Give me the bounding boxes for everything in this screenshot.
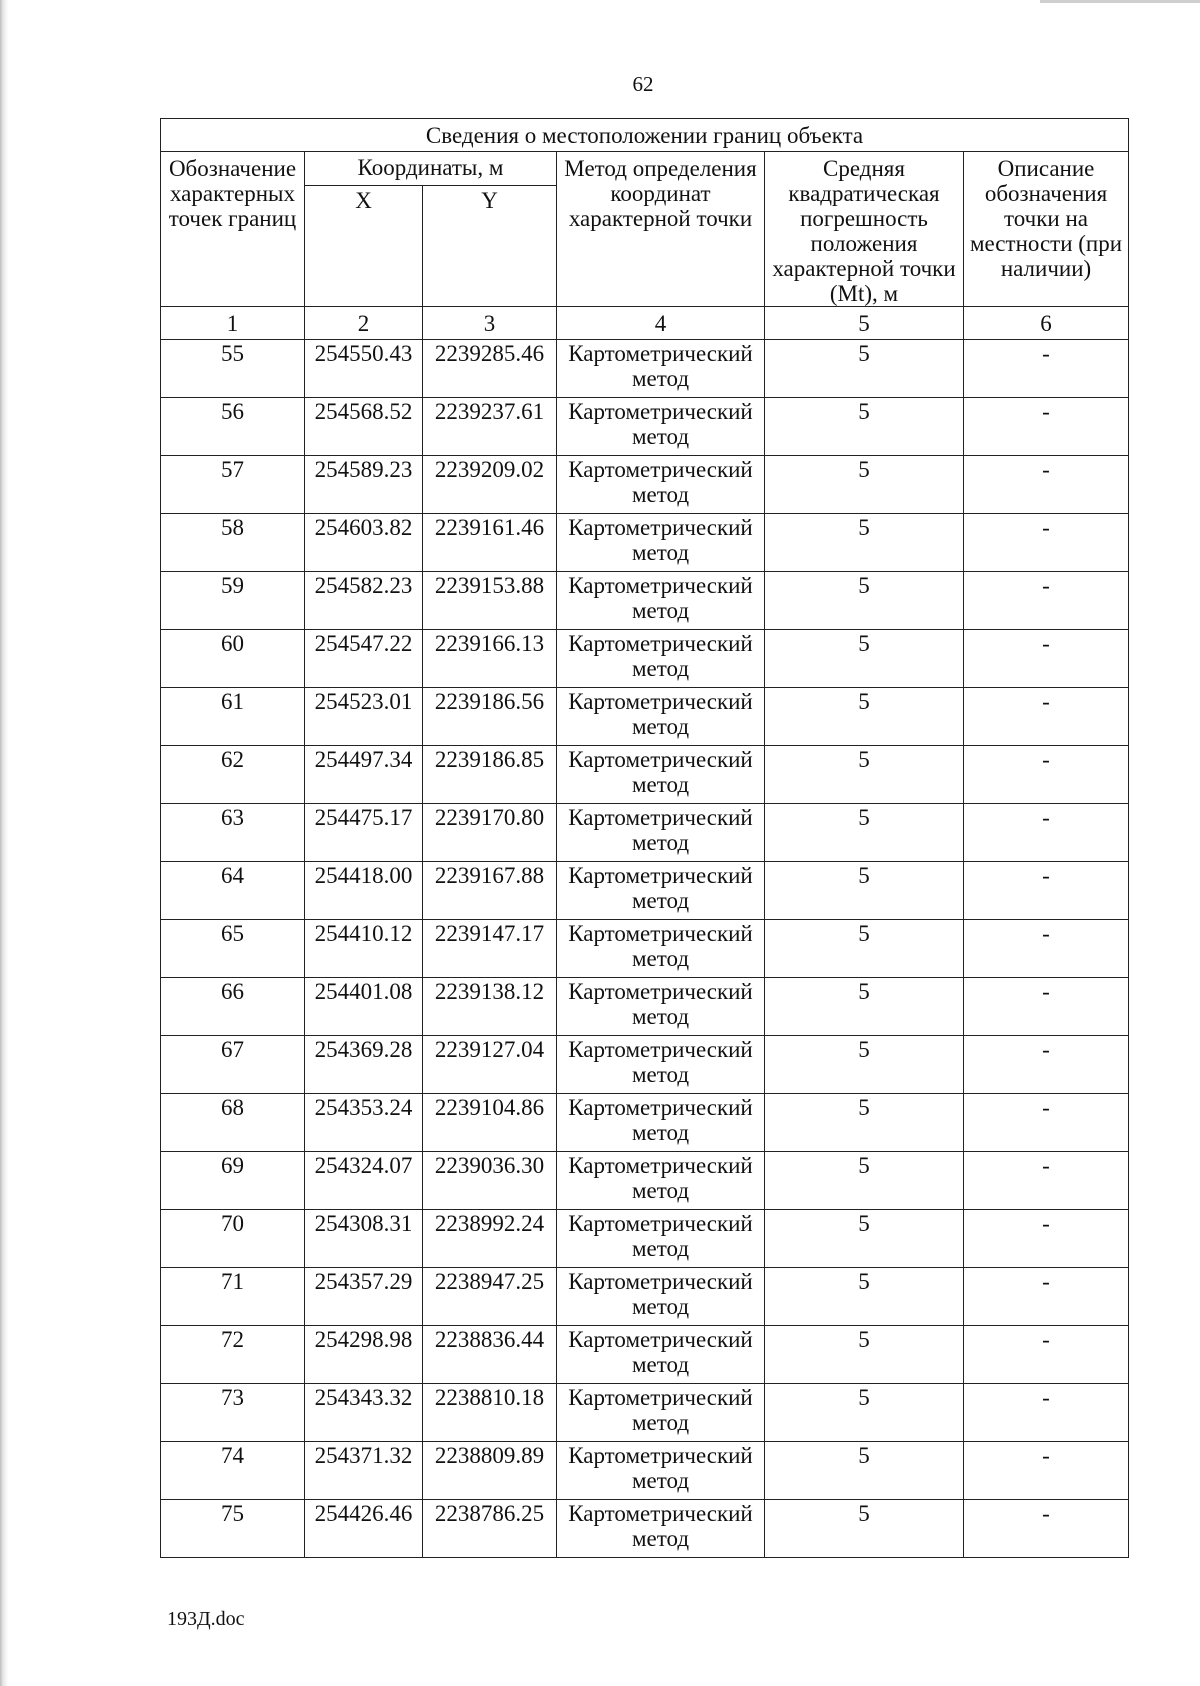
method-text: метод [631, 1004, 690, 1029]
method-text: метод [631, 1468, 690, 1493]
cell-x: 254371.32 [305, 1442, 423, 1500]
cell-y: 2239170.80 [423, 804, 557, 862]
method-text: метод [631, 714, 690, 739]
table-row [161, 746, 1129, 804]
table-row [161, 572, 1129, 630]
header-y: Y [423, 186, 557, 307]
cell-y: 2238786.25 [423, 1500, 557, 1558]
method-text: Картометрический [568, 1501, 753, 1526]
cell-x: 254410.12 [305, 920, 423, 978]
method-text: метод [631, 1120, 690, 1145]
method-text: метод [631, 656, 690, 681]
method-text: метод [631, 1294, 690, 1319]
cell-y: 2239036.30 [423, 1152, 557, 1210]
table-row [161, 1500, 1129, 1558]
cell-y: 2239209.02 [423, 456, 557, 514]
method-text: Картометрический [568, 341, 753, 366]
method-text: Картометрический [568, 515, 753, 540]
header-designation: Обозначение характерных точек границ [161, 152, 305, 307]
method-text: Картометрический [568, 399, 753, 424]
cell-method [557, 1152, 765, 1210]
cell-y: 2238836.44 [423, 1326, 557, 1384]
cell-description: - [964, 1268, 1129, 1326]
cell-method [557, 1326, 765, 1384]
cell-error: 5 [765, 1094, 964, 1152]
cell-point: 58 [161, 514, 305, 572]
cell-description: - [964, 920, 1129, 978]
method-text: Картометрический [568, 689, 753, 714]
method-text: Картометрический [568, 1385, 753, 1410]
cell-description: - [964, 978, 1129, 1036]
cell-x: 254568.52 [305, 398, 423, 456]
cell-method [557, 1442, 765, 1500]
cell-x: 254497.34 [305, 746, 423, 804]
cell-error: 5 [765, 1442, 964, 1500]
cell-y: 2239166.13 [423, 630, 557, 688]
cell-description: - [964, 1152, 1129, 1210]
cell-point: 71 [161, 1268, 305, 1326]
cell-description: - [964, 1384, 1129, 1442]
cell-point: 60 [161, 630, 305, 688]
cell-error: 5 [765, 1326, 964, 1384]
method-text: метод [631, 772, 690, 797]
method-text: Картометрический [568, 1443, 753, 1468]
cell-description: - [964, 1210, 1129, 1268]
cell-point: 61 [161, 688, 305, 746]
cell-point: 67 [161, 1036, 305, 1094]
cell-y: 2238810.18 [423, 1384, 557, 1442]
cell-method [557, 1500, 765, 1558]
cell-error: 5 [765, 1500, 964, 1558]
method-text: метод [631, 482, 690, 507]
cell-error: 5 [765, 1210, 964, 1268]
table-row [161, 1442, 1129, 1500]
cell-description: - [964, 688, 1129, 746]
cell-error: 5 [765, 630, 964, 688]
cell-description: - [964, 746, 1129, 804]
cell-x: 254523.01 [305, 688, 423, 746]
method-text: метод [631, 888, 690, 913]
cell-point: 64 [161, 862, 305, 920]
cell-point: 73 [161, 1384, 305, 1442]
cell-method [557, 804, 765, 862]
cell-description: - [964, 398, 1129, 456]
cell-point: 56 [161, 398, 305, 456]
cell-point: 62 [161, 746, 305, 804]
cell-method [557, 1094, 765, 1152]
cell-point: 72 [161, 1326, 305, 1384]
cell-description: - [964, 862, 1129, 920]
cell-x: 254418.00 [305, 862, 423, 920]
cell-description: - [964, 572, 1129, 630]
cell-method [557, 1384, 765, 1442]
cell-y: 2239104.86 [423, 1094, 557, 1152]
cell-method [557, 514, 765, 572]
table-row [161, 804, 1129, 862]
method-text: Картометрический [568, 1153, 753, 1178]
cell-x: 254369.28 [305, 1036, 423, 1094]
table-row [161, 456, 1129, 514]
header-error: Средняя квадратическая погрешность положения характерной точки (Mt), м [765, 152, 964, 307]
cell-method [557, 920, 765, 978]
cell-error: 5 [765, 514, 964, 572]
table-title: Сведения о местоположении границ объекта [161, 119, 1129, 152]
cell-point: 74 [161, 1442, 305, 1500]
cell-method [557, 862, 765, 920]
cell-y: 2239285.46 [423, 340, 557, 398]
cell-x: 254401.08 [305, 978, 423, 1036]
table-row [161, 1036, 1129, 1094]
page-number: 62 [632, 72, 654, 96]
cell-error: 5 [765, 456, 964, 514]
cell-error: 5 [765, 920, 964, 978]
cell-y: 2238992.24 [423, 1210, 557, 1268]
cell-y: 2239127.04 [423, 1036, 557, 1094]
method-text: метод [631, 1178, 690, 1203]
cell-y: 2239153.88 [423, 572, 557, 630]
cell-error: 5 [765, 804, 964, 862]
method-text: метод [631, 830, 690, 855]
cell-method [557, 398, 765, 456]
cell-description: - [964, 1094, 1129, 1152]
cell-method [557, 572, 765, 630]
cell-x: 254550.43 [305, 340, 423, 398]
method-text: метод [631, 540, 690, 565]
table-row [161, 1326, 1129, 1384]
cell-method [557, 978, 765, 1036]
cell-y: 2239167.88 [423, 862, 557, 920]
cell-method [557, 1268, 765, 1326]
table-row [161, 862, 1129, 920]
column-number: 2 [305, 307, 423, 340]
footer-file-name: 193Д.doc [167, 1608, 245, 1630]
method-text: метод [631, 1526, 690, 1551]
cell-error: 5 [765, 1384, 964, 1442]
column-number-row [161, 307, 1129, 340]
cell-x: 254475.17 [305, 804, 423, 862]
method-text: Картометрический [568, 863, 753, 888]
method-text: Картометрический [568, 1095, 753, 1120]
table-row [161, 340, 1129, 398]
cell-description: - [964, 1500, 1129, 1558]
method-text: Картометрический [568, 1037, 753, 1062]
cell-error: 5 [765, 398, 964, 456]
cell-description: - [964, 804, 1129, 862]
cell-description: - [964, 1326, 1129, 1384]
method-text: метод [631, 1410, 690, 1435]
cell-description: - [964, 1442, 1129, 1500]
cell-x: 254343.32 [305, 1384, 423, 1442]
table-row [161, 978, 1129, 1036]
cell-x: 254547.22 [305, 630, 423, 688]
cell-y: 2238947.25 [423, 1268, 557, 1326]
cell-y: 2239237.61 [423, 398, 557, 456]
cell-method [557, 630, 765, 688]
table-row [161, 920, 1129, 978]
method-text: Картометрический [568, 921, 753, 946]
cell-method [557, 1210, 765, 1268]
method-text: метод [631, 366, 690, 391]
cell-description: - [964, 630, 1129, 688]
method-text: Картометрический [568, 747, 753, 772]
method-text: Картометрический [568, 457, 753, 482]
cell-error: 5 [765, 862, 964, 920]
cell-x: 254582.23 [305, 572, 423, 630]
table-row [161, 630, 1129, 688]
cell-point: 70 [161, 1210, 305, 1268]
cell-error: 5 [765, 688, 964, 746]
column-number: 5 [765, 307, 964, 340]
cell-y: 2239161.46 [423, 514, 557, 572]
cell-error: 5 [765, 1152, 964, 1210]
method-text: метод [631, 598, 690, 623]
cell-y: 2239186.85 [423, 746, 557, 804]
header-description: Описание обозначения точки на местности (при наличии) [964, 152, 1129, 307]
cell-x: 254353.24 [305, 1094, 423, 1152]
cell-x: 254603.82 [305, 514, 423, 572]
cell-error: 5 [765, 1036, 964, 1094]
header-coordinates: Координаты, м [305, 152, 557, 186]
cell-method [557, 456, 765, 514]
cell-y: 2239138.12 [423, 978, 557, 1036]
header-method: Метод определения координат характерной точки [557, 152, 765, 307]
cell-point: 63 [161, 804, 305, 862]
cell-y: 2238809.89 [423, 1442, 557, 1500]
cell-error: 5 [765, 340, 964, 398]
cell-description: - [964, 456, 1129, 514]
method-text: Картометрический [568, 631, 753, 656]
method-text: Картометрический [568, 1269, 753, 1294]
cell-method [557, 340, 765, 398]
table-row [161, 514, 1129, 572]
method-text: метод [631, 424, 690, 449]
method-text: метод [631, 946, 690, 971]
method-text: метод [631, 1062, 690, 1087]
cell-x: 254308.31 [305, 1210, 423, 1268]
method-text: Картометрический [568, 805, 753, 830]
table-row [161, 688, 1129, 746]
cell-point: 66 [161, 978, 305, 1036]
header-row-main [161, 152, 1129, 186]
cell-error: 5 [765, 978, 964, 1036]
cell-x: 254426.46 [305, 1500, 423, 1558]
cell-point: 59 [161, 572, 305, 630]
boundary-coordinates-table [160, 118, 1129, 1558]
cell-method [557, 746, 765, 804]
scan-edge-top [1040, 0, 1200, 3]
table-row [161, 1152, 1129, 1210]
table-row [161, 398, 1129, 456]
table-row [161, 1094, 1129, 1152]
cell-x: 254589.23 [305, 456, 423, 514]
table-title-row [161, 119, 1129, 152]
cell-point: 68 [161, 1094, 305, 1152]
cell-method [557, 688, 765, 746]
cell-error: 5 [765, 572, 964, 630]
cell-point: 55 [161, 340, 305, 398]
column-number: 4 [557, 307, 765, 340]
cell-description: - [964, 514, 1129, 572]
cell-y: 2239147.17 [423, 920, 557, 978]
cell-description: - [964, 1036, 1129, 1094]
cell-y: 2239186.56 [423, 688, 557, 746]
cell-error: 5 [765, 1268, 964, 1326]
cell-x: 254298.98 [305, 1326, 423, 1384]
table-row [161, 1268, 1129, 1326]
header-x: X [305, 186, 423, 307]
method-text: метод [631, 1352, 690, 1377]
cell-x: 254357.29 [305, 1268, 423, 1326]
cell-method [557, 1036, 765, 1094]
column-number: 1 [161, 307, 305, 340]
column-number: 3 [423, 307, 557, 340]
method-text: Картометрический [568, 1327, 753, 1352]
cell-x: 254324.07 [305, 1152, 423, 1210]
cell-point: 75 [161, 1500, 305, 1558]
method-text: Картометрический [568, 1211, 753, 1236]
cell-point: 69 [161, 1152, 305, 1210]
table-row [161, 1384, 1129, 1442]
method-text: метод [631, 1236, 690, 1261]
cell-description: - [964, 340, 1129, 398]
cell-error: 5 [765, 746, 964, 804]
column-number: 6 [964, 307, 1129, 340]
cell-point: 65 [161, 920, 305, 978]
table-row [161, 1210, 1129, 1268]
method-text: Картометрический [568, 979, 753, 1004]
scan-edge-left [0, 0, 8, 1686]
method-text: Картометрический [568, 573, 753, 598]
cell-point: 57 [161, 456, 305, 514]
